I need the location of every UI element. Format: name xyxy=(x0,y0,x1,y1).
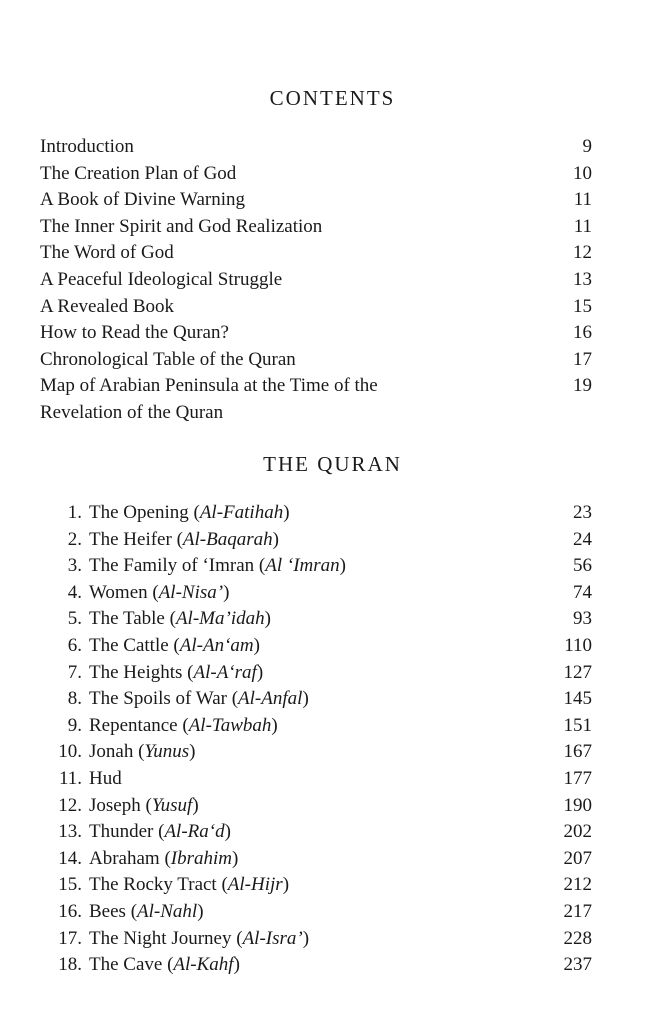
toc-entry-page: 11 xyxy=(573,189,592,211)
surah-entry xyxy=(40,766,592,793)
surah-contents-list xyxy=(40,500,592,979)
surah-entry xyxy=(40,686,592,713)
surah-entry-title: 5. The Table (Al-Ma’idah) xyxy=(40,606,271,633)
surah-entry-title: 18. The Cave (Al-Kahf) xyxy=(40,952,240,979)
toc-entry-title-line: Map of Arabian Peninsula at the Time of the xyxy=(40,375,378,397)
surah-number: 17. xyxy=(58,927,82,949)
surah-english-name: The Spoils of War xyxy=(89,688,227,710)
toc-entry xyxy=(40,214,592,241)
toc-entry-page: 11 xyxy=(573,215,592,237)
toc-entry xyxy=(40,320,592,347)
toc-entry xyxy=(40,161,592,188)
surah-arabic-name: Al-Anfal xyxy=(238,688,303,710)
toc-entry-title: The Creation Plan of God xyxy=(40,162,237,184)
surah-english-name: Thunder xyxy=(89,821,154,843)
surah-page: 24 xyxy=(573,528,592,550)
surah-entry xyxy=(40,633,592,660)
surah-number: 16. xyxy=(58,900,82,922)
surah-entry xyxy=(40,660,592,687)
toc-entry-page: 9 xyxy=(582,136,592,157)
surah-entry xyxy=(40,739,592,766)
toc-entry-page: 15 xyxy=(573,295,592,317)
surah-arabic-name: Al-Baqarah xyxy=(182,528,273,550)
toc-entry xyxy=(40,187,592,214)
surah-arabic-name: Yunus xyxy=(144,741,190,763)
toc-entry-title-line: Revelation of the Quran xyxy=(40,401,224,423)
surah-entry-title: 2. The Heifer (Al-Baqarah) xyxy=(40,527,279,554)
surah-english-name: The Heights xyxy=(89,661,183,683)
surah-entry xyxy=(40,793,592,820)
surah-entry-title: 3. The Family of ‘Imran (Al ‘Imran) xyxy=(40,553,346,580)
toc-entry xyxy=(40,267,592,294)
surah-page: 177 xyxy=(563,767,592,789)
surah-entry xyxy=(40,952,592,979)
surah-entry-title: 17. The Night Journey (Al-Isra’) xyxy=(40,926,309,953)
surah-english-name: The Family of ‘Imran xyxy=(89,555,255,577)
toc-entry-page: 13 xyxy=(573,268,592,290)
surah-entry xyxy=(40,713,592,740)
surah-entry-title: 13. Thunder (Al-Ra‘d) xyxy=(40,819,231,846)
surah-number: 4. xyxy=(67,581,82,603)
surah-english-name: Hud xyxy=(89,767,122,789)
surah-page: 207 xyxy=(563,847,592,869)
surah-number: 15. xyxy=(58,874,82,896)
surah-english-name: Joseph xyxy=(89,794,141,816)
surah-page: 74 xyxy=(573,581,592,603)
surah-page: 212 xyxy=(563,874,592,896)
surah-number: 8. xyxy=(67,688,82,710)
surah-english-name: Repentance xyxy=(89,714,178,736)
toc-entry-page: 12 xyxy=(573,242,592,264)
toc-entry-page: 19 xyxy=(573,375,592,397)
quran-heading: THE QURAN xyxy=(263,452,402,476)
surah-page: 217 xyxy=(563,900,592,922)
surah-page: 56 xyxy=(573,555,592,577)
toc-entry-title: Chronological Table of the Quran xyxy=(40,348,296,370)
surah-arabic-name: Al-Nisa’ xyxy=(158,581,224,603)
surah-entry xyxy=(40,580,592,607)
toc-entry xyxy=(40,347,592,374)
toc-entry xyxy=(40,294,592,321)
surah-arabic-name: Al ‘Imran xyxy=(265,555,340,577)
surah-number: 13. xyxy=(58,821,82,843)
surah-arabic-name: Al-An‘am xyxy=(179,634,254,656)
surah-page: 23 xyxy=(573,502,592,523)
surah-arabic-name: Al-Nahl xyxy=(137,900,198,922)
surah-number: 2. xyxy=(67,528,82,550)
surah-english-name: The Cave xyxy=(89,954,163,976)
surah-entry-title: 14. Abraham (Ibrahim) xyxy=(40,846,238,873)
surah-page: 237 xyxy=(563,954,592,976)
surah-entry xyxy=(40,606,592,633)
surah-arabic-name: Yusuf xyxy=(151,794,193,816)
surah-english-name: The Rocky Tract xyxy=(89,874,217,896)
surah-entry-title: 16. Bees (Al-Nahl) xyxy=(40,899,204,926)
surah-number: 7. xyxy=(67,661,82,683)
toc-entry-title: A Revealed Book xyxy=(40,295,175,317)
toc-entry xyxy=(40,373,592,426)
toc-entry xyxy=(40,134,592,161)
toc-entry-page: 16 xyxy=(573,322,592,344)
surah-english-name: The Cattle xyxy=(89,634,169,656)
intro-contents-list xyxy=(40,134,592,427)
surah-arabic-name: Al-Hijr xyxy=(227,874,283,896)
surah-page: 127 xyxy=(563,661,592,683)
surah-entry xyxy=(40,819,592,846)
surah-entry-title: 1. The Opening (Al-Fatihah) xyxy=(40,500,290,527)
surah-entry-title xyxy=(40,766,122,793)
surah-number: 10. xyxy=(58,741,82,763)
surah-arabic-name: Ibrahim xyxy=(170,847,233,869)
surah-number: 1. xyxy=(67,502,82,523)
surah-arabic-name: Al-Kahf xyxy=(173,954,234,976)
surah-english-name: The Night Journey xyxy=(89,927,232,949)
surah-entry-title: 9. Repentance (Al-Tawbah) xyxy=(40,713,278,740)
surah-number: 5. xyxy=(67,608,82,630)
toc-entry xyxy=(40,240,592,267)
surah-entry xyxy=(40,846,592,873)
surah-entry xyxy=(40,899,592,926)
surah-english-name: Abraham xyxy=(89,847,160,869)
surah-page: 167 xyxy=(563,741,592,763)
surah-english-name: The Heifer xyxy=(89,528,172,550)
toc-entry-title: A Book of Divine Warning xyxy=(40,189,245,211)
surah-english-name: Bees xyxy=(89,900,126,922)
surah-entry xyxy=(40,500,592,527)
surah-number: 9. xyxy=(67,714,82,736)
surah-entry-title: 4. Women (Al-Nisa’) xyxy=(40,580,229,607)
surah-arabic-name: Al-Isra’ xyxy=(242,927,303,949)
surah-page: 151 xyxy=(563,714,592,736)
surah-number: 14. xyxy=(58,847,82,869)
surah-page: 93 xyxy=(573,608,592,630)
surah-arabic-name: Al-Ra‘d xyxy=(164,821,225,843)
surah-entry-title: 8. The Spoils of War (Al-Anfal) xyxy=(40,686,309,713)
surah-number: 3. xyxy=(67,555,82,577)
surah-arabic-name: Al-Tawbah xyxy=(188,714,272,736)
surah-entry-title: 7. The Heights (Al-A‘raf) xyxy=(40,660,263,687)
surah-arabic-name: Al-A‘raf xyxy=(193,661,257,683)
surah-page: 202 xyxy=(563,821,592,843)
surah-page: 228 xyxy=(563,927,592,949)
surah-entry-title: 10. Jonah (Yunus) xyxy=(40,739,195,766)
toc-entry-title: Introduction xyxy=(40,136,134,157)
surah-entry xyxy=(40,553,592,580)
toc-entry-title: How to Read the Quran? xyxy=(40,322,229,344)
surah-english-name: The Opening xyxy=(89,502,189,523)
surah-english-name: The Table xyxy=(89,608,165,630)
surah-number: 6. xyxy=(67,634,82,656)
surah-entry-title: 12. Joseph (Yusuf) xyxy=(40,793,199,820)
surah-english-name: Jonah xyxy=(89,741,134,763)
surah-page: 190 xyxy=(563,794,592,816)
contents-heading: CONTENTS xyxy=(269,86,396,110)
toc-entry-page: 17 xyxy=(573,348,592,370)
surah-entry xyxy=(40,527,592,554)
toc-entry-page: 10 xyxy=(573,162,592,184)
surah-number: 11. xyxy=(58,767,82,789)
toc-entry-title: The Word of God xyxy=(40,242,174,264)
surah-number: 12. xyxy=(58,794,82,816)
surah-page: 145 xyxy=(563,688,592,710)
surah-entry xyxy=(40,872,592,899)
surah-page: 110 xyxy=(564,634,592,656)
toc-entry-title xyxy=(40,373,378,426)
surah-number: 18. xyxy=(58,954,82,976)
surah-arabic-name: Al-Fatihah xyxy=(199,502,284,523)
surah-english-name: Women xyxy=(89,581,148,603)
surah-entry-title: 6. The Cattle (Al-An‘am) xyxy=(40,633,260,660)
surah-arabic-name: Al-Ma’idah xyxy=(175,608,265,630)
surah-entry xyxy=(40,926,592,953)
surah-entry-title: 15. The Rocky Tract (Al-Hijr) xyxy=(40,872,289,899)
toc-entry-title: The Inner Spirit and God Realization xyxy=(40,215,323,237)
toc-entry-title: A Peaceful Ideological Struggle xyxy=(40,268,283,290)
